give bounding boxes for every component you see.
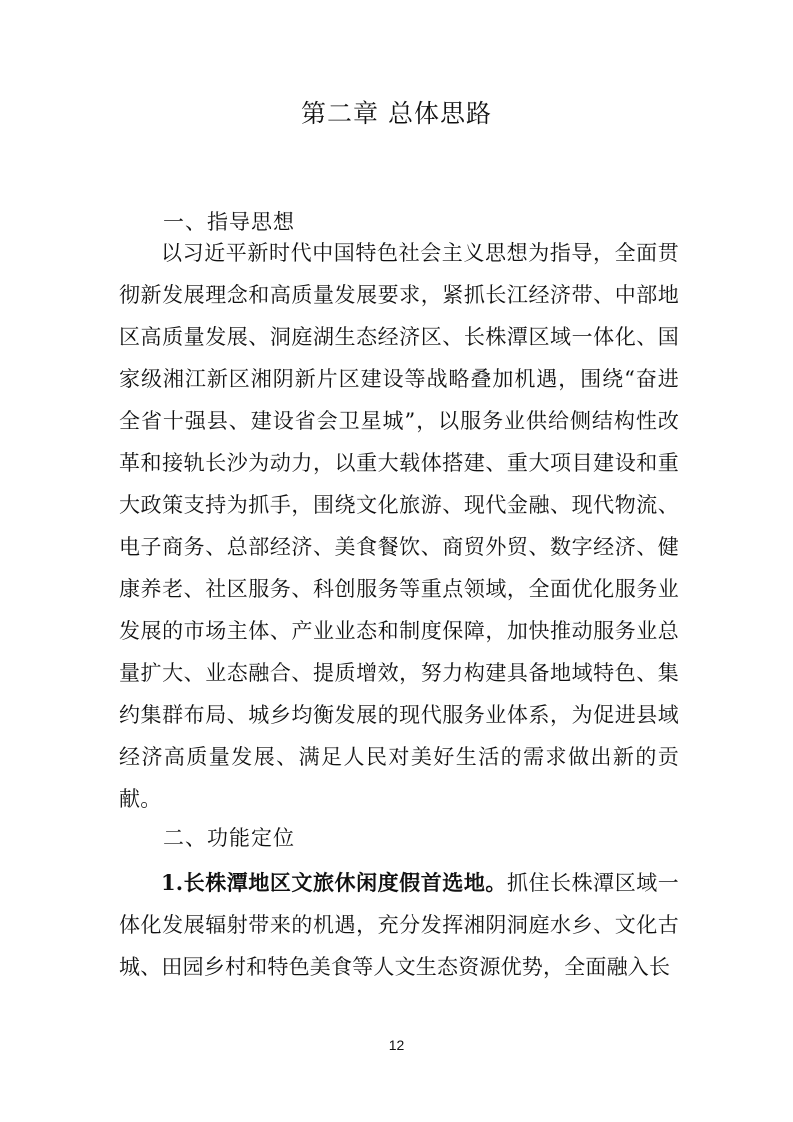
function-positioning-item-1 xyxy=(119,862,679,988)
chapter-title: 第二章 总体思路 xyxy=(301,99,492,128)
item-1-text: 抓住长株潭区域一体化发展辐射带来的机遇，充分发挥湘阴洞庭水乡、文化古城、田园乡村和特色美食等人文生态资源优势，全面融入长 xyxy=(119,871,679,979)
item-1-lead: 1.长株潭地区文旅休闲度假首选地。 xyxy=(161,870,507,895)
section-heading-function-positioning: 二、功能定位 xyxy=(163,826,295,850)
page-number: 12 xyxy=(388,1037,405,1053)
section-heading-guiding-ideology: 一、指导思想 xyxy=(163,210,295,234)
guiding-ideology-paragraph: 以习近平新时代中国特色社会主义思想为指导，全面贯彻新发展理念和高质量发展要求，紧抓长江经济带、中部地区高质量发展、洞庭湖生态经济区、长株潭区域一体化、国家级湘江新区湘阴新片区建设等战略叠加机遇，围绕“奋进全省十强县、建设省会卫星城”，以服务业供给侧结构性改革和接轨长沙为动力，以重大载体搭建、重大项目建设和重大政策支持为抓手，围绕文化旅游、现代金融、现代物流、电子商务、总部经济、美食餐饮、商贸外贸、数字经济、健康养老、社区服务、科创服务等重点领域，全面优化服务业发展的市场主体、产业业态和制度保障，加快推动服务业总量扩大、业态融合、提质增效，努力构建具备地域特色、集约集群布局、城乡均衡发展的现代服务业体系，为促进县域经济高质量发展、满足人民对美好生活的需求做出新的贡献。 xyxy=(119,241,679,811)
